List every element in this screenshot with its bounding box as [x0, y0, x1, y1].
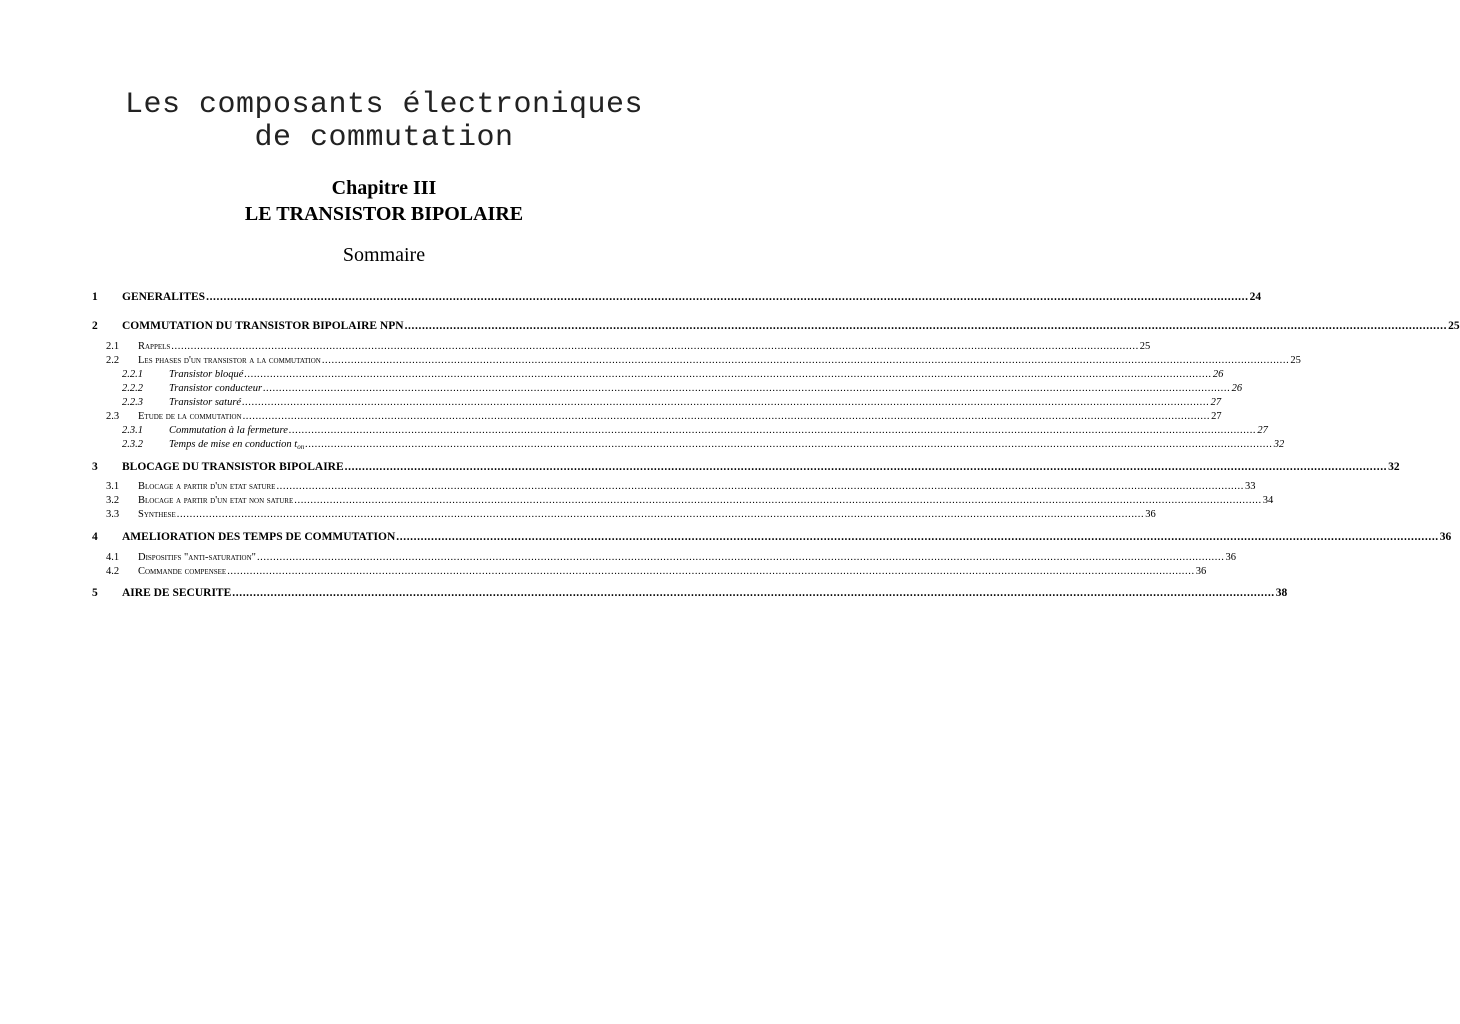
document-title-line-2: de commutation: [254, 121, 514, 155]
toc-entry-label: Les phases d'un transistor a la commutation: [138, 355, 321, 366]
toc-entry-label: COMMUTATION DU TRANSISTOR BIPOLAIRE NPN: [122, 320, 404, 332]
toc-entry[interactable]: [92, 290, 1262, 304]
toc-dot-leader: ............................................................................................................................................................................................................................................................................................................: [176, 509, 1145, 520]
toc-dot-leader: ............................................................................................................................................................................................................................................................................................................: [344, 461, 1388, 473]
toc-entry-label: Etude de la commutation: [138, 411, 242, 422]
toc-page-number: 36: [1145, 509, 1156, 520]
toc-entry-number: 2.2.3: [122, 397, 143, 408]
toc-dot-leader: ............................................................................................................................................................................................................................................................................................................: [288, 425, 1257, 436]
toc-entry-label: Temps de mise en conduction $t_{on}$: [169, 439, 305, 451]
toc-entry[interactable]: [106, 480, 1256, 493]
toc-dot-leader: ............................................................................................................................................................................................................................................................................................................: [263, 383, 1231, 394]
toc-page-number: 32: [1273, 439, 1285, 450]
toc-entry[interactable]: [122, 438, 1285, 451]
toc-dot-leader: ............................................................................................................................................................................................................................................................................................................: [232, 587, 1275, 599]
toc-entry-number: 2.2: [106, 355, 120, 366]
toc-entry-number: 3.3: [106, 509, 120, 520]
toc-page-number: 27: [1257, 425, 1268, 436]
toc-dot-leader: ............................................................................................................................................................................................................................................................................................................: [396, 531, 1439, 543]
toc-entry[interactable]: [122, 382, 1243, 395]
chapter-title: LE TRANSISTOR BIPOLAIRE: [244, 203, 524, 225]
toc-entry-label: BLOCAGE DU TRANSISTOR BIPOLAIRE: [122, 461, 344, 473]
toc-page-number: 26: [1231, 383, 1243, 394]
toc-page-number: 32: [1388, 461, 1400, 473]
toc-entry-number: 1: [92, 291, 98, 303]
toc-page-number: 26: [1212, 369, 1224, 380]
toc-page-number: 34: [1262, 495, 1274, 506]
toc-entry[interactable]: [106, 494, 1274, 507]
toc-dot-leader: ............................................................................................................................................................................................................................................................................................................: [294, 495, 1262, 506]
toc-entry[interactable]: [122, 424, 1268, 437]
chapter-number: Chapitre III: [331, 177, 437, 199]
toc-entry-label: Transistor bloqué: [169, 369, 244, 380]
toc-entry[interactable]: [106, 354, 1301, 367]
toc-dot-leader: ............................................................................................................................................................................................................................................................................................................: [256, 552, 1225, 563]
toc-entry-number: 2.3.1: [122, 425, 143, 436]
toc-entry-number: 2.3: [106, 411, 120, 422]
toc-page-number: 25: [1290, 355, 1301, 366]
toc-entry-number: 2.3.2: [122, 439, 143, 450]
toc-entry[interactable]: [106, 508, 1156, 521]
toc-entry-label: Commutation à la fermeture: [169, 425, 288, 436]
toc-entry[interactable]: [106, 565, 1207, 578]
toc-page-number: 38: [1275, 587, 1288, 599]
toc-page-number: 36: [1195, 566, 1207, 577]
toc-entry-label: Synthese: [138, 509, 176, 520]
toc-entry-number: 4.1: [106, 552, 120, 563]
toc-entry-label: Dispositifs "anti-saturation": [138, 552, 256, 563]
toc-page-number: 36: [1225, 552, 1236, 563]
toc-dot-leader: ............................................................................................................................................................................................................................................................................................................: [242, 411, 1211, 422]
toc-entry-number: 2: [92, 320, 98, 332]
toc-entry[interactable]: [92, 530, 1452, 544]
toc-entry[interactable]: [106, 340, 1151, 353]
toc-entry-label: AIRE DE SECURITE: [122, 587, 232, 599]
toc-dot-leader: ............................................................................................................................................................................................................................................................................................................: [206, 291, 1249, 303]
toc-entry-label: Blocage a partir d'un etat non sature: [138, 495, 294, 506]
toc-page-number: 33: [1244, 481, 1256, 492]
toc-dot-leader: ............................................................................................................................................................................................................................................................................................................: [404, 320, 1448, 332]
toc-dot-leader: ............................................................................................................................................................................................................................................................................................................: [242, 397, 1210, 408]
toc-page-number: 25: [1448, 320, 1460, 332]
toc-entry[interactable]: [122, 368, 1224, 381]
toc-page-number: 24: [1249, 291, 1262, 303]
document-title-line-1: Les composants électroniques: [124, 88, 644, 122]
toc-entry[interactable]: [122, 396, 1222, 409]
toc-entry[interactable]: [92, 319, 1460, 333]
toc-entry[interactable]: [106, 551, 1236, 564]
toc-entry-number: 2.2.1: [122, 369, 143, 380]
toc-entry[interactable]: [92, 460, 1400, 474]
toc-entry-number: 3.2: [106, 495, 120, 506]
toc-page-number: 27: [1210, 397, 1222, 408]
summary-heading: Sommaire: [342, 244, 426, 266]
toc-entry-label: Rappels: [138, 341, 171, 352]
toc-entry-label: Transistor conducteur: [169, 383, 263, 394]
toc-entry-number: 5: [92, 587, 98, 599]
toc-entry-label: AMELIORATION DES TEMPS DE COMMUTATION: [122, 531, 396, 543]
toc-entry-label: GENERALITES: [122, 291, 206, 303]
toc-entry-label: Blocage a partir d'un etat sature: [138, 481, 276, 492]
toc-entry[interactable]: [92, 586, 1288, 600]
toc-dot-leader: ............................................................................................................................................................................................................................................................................................................: [244, 369, 1212, 380]
toc-entry[interactable]: [106, 410, 1222, 423]
toc-page-number: 25: [1139, 341, 1151, 352]
toc-entry-label: Transistor saturé: [169, 397, 242, 408]
toc-entry-number: 3.1: [106, 481, 120, 492]
toc-dot-leader: ............................................................................................................................................................................................................................................................................................................: [276, 481, 1244, 492]
toc-dot-leader: ............................................................................................................................................................................................................................................................................................................: [171, 341, 1139, 352]
toc-entry-number: 4: [92, 531, 98, 543]
toc-entry-number: 3: [92, 461, 98, 473]
toc-page-number: 36: [1439, 531, 1452, 543]
toc-page-number: 27: [1211, 411, 1222, 422]
toc-dot-leader: ............................................................................................................................................................................................................................................................................................................: [305, 439, 1273, 450]
toc-dot-leader: ............................................................................................................................................................................................................................................................................................................: [227, 566, 1195, 577]
toc-entry-number: 4.2: [106, 566, 120, 577]
toc-dot-leader: ............................................................................................................................................................................................................................................................................................................: [321, 355, 1290, 366]
toc-entry-subscript: on: [297, 443, 305, 451]
toc-entry-label: Commande compensee: [138, 566, 227, 577]
toc-entry-number: 2.2.2: [122, 383, 143, 394]
toc-entry-number: 2.1: [106, 341, 120, 352]
